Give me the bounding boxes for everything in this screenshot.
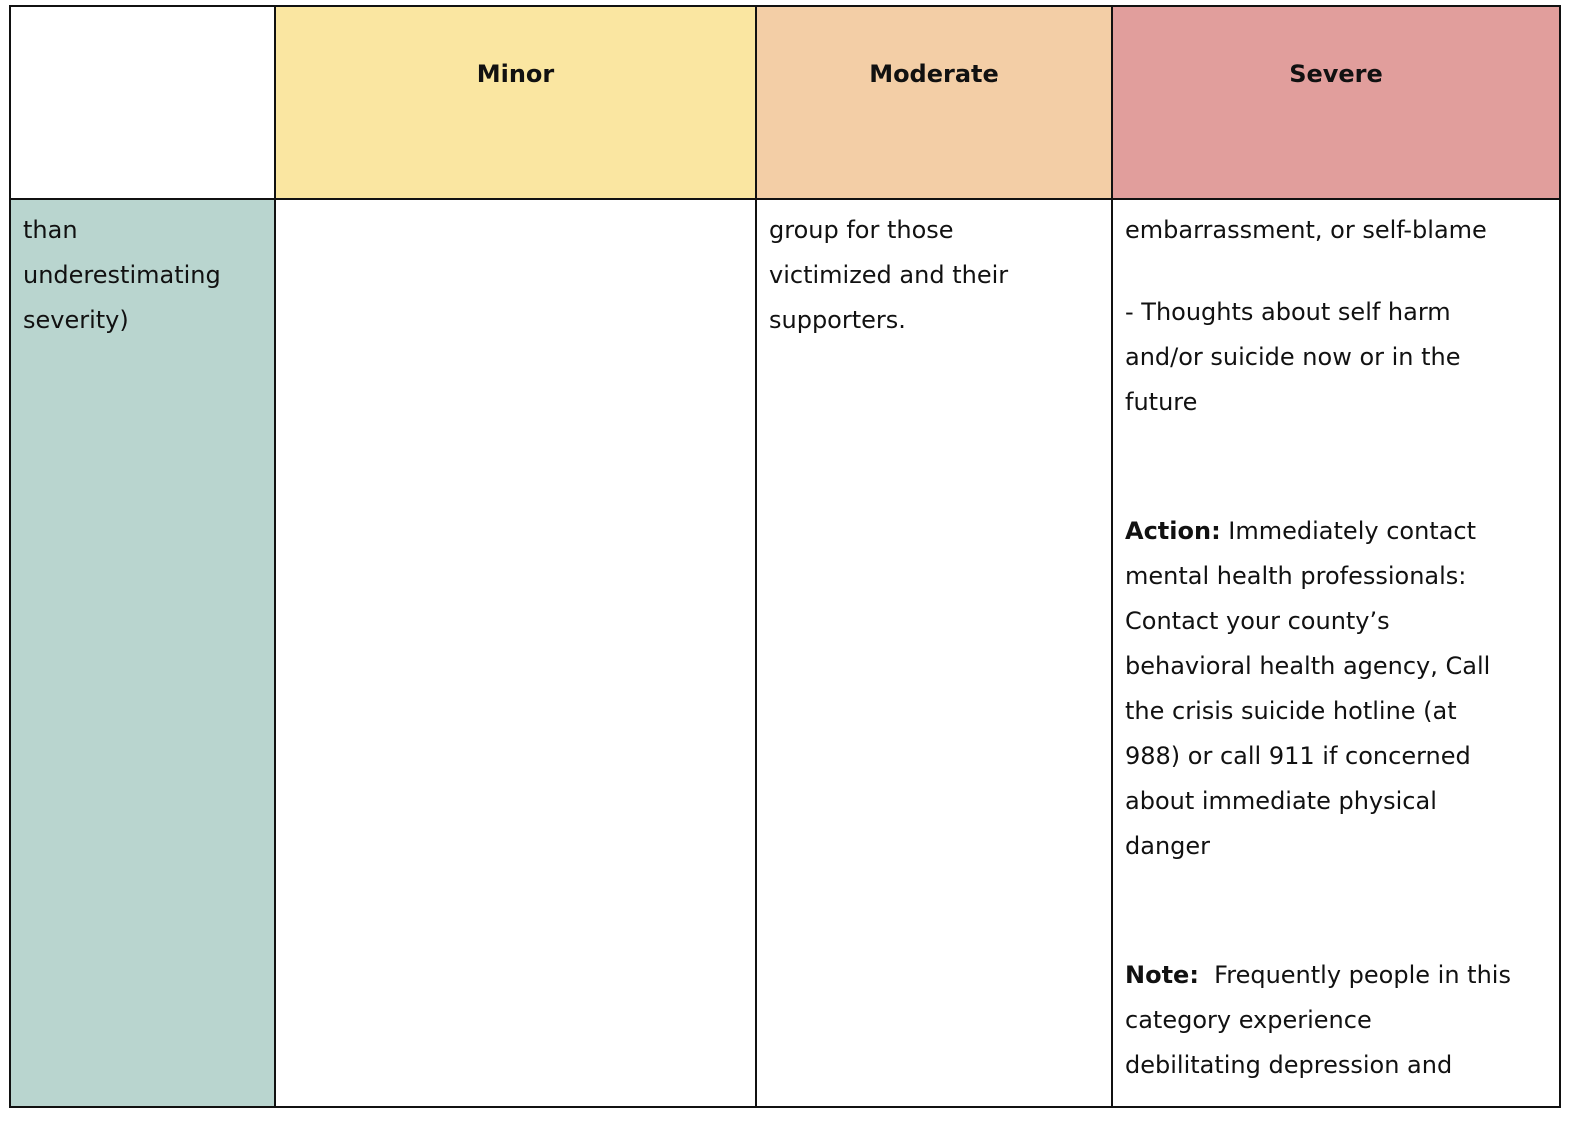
paragraph-spacer xyxy=(1125,425,1547,509)
action-line: Contact your county’s xyxy=(1125,607,1390,635)
action-text: Immediately contact xyxy=(1220,517,1476,545)
paragraph-spacer xyxy=(1125,253,1547,290)
minor-cell xyxy=(275,199,756,1107)
moderate-line: victimized and their xyxy=(769,261,1009,289)
action-line: danger xyxy=(1125,832,1211,860)
self-harm-line: future xyxy=(1125,388,1198,416)
moderate-header-cell xyxy=(756,6,1112,199)
action-label: Action: xyxy=(1125,517,1221,545)
self-harm-line: - Thoughts about self harm xyxy=(1125,298,1451,326)
moderate-header-label: Moderate xyxy=(869,59,999,88)
row-label-cell xyxy=(10,199,275,1107)
moderate-line: supporters. xyxy=(769,306,906,334)
row-label-line: underestimating xyxy=(23,261,221,289)
action-line: 988) or call 911 if concerned xyxy=(1125,742,1471,770)
note-line: debilitating depression and xyxy=(1125,1051,1453,1079)
severe-header-label: Severe xyxy=(1289,59,1383,88)
minor-header-cell xyxy=(275,6,756,199)
severity-table xyxy=(9,5,1561,1108)
header-row xyxy=(10,6,1560,199)
row-label-line: severity) xyxy=(23,306,129,334)
action-line: about immediate physical xyxy=(1125,787,1437,815)
row-label-line: than xyxy=(23,216,78,244)
paragraph-spacer xyxy=(1125,869,1547,953)
severe-cell xyxy=(1112,199,1560,1107)
moderate-line: group for those xyxy=(769,216,954,244)
table-row xyxy=(10,199,1560,1107)
moderate-cell xyxy=(756,199,1112,1107)
action-line: mental health professionals: xyxy=(1125,562,1467,590)
minor-header-label: Minor xyxy=(476,59,555,88)
symptom-line: embarrassment, or self-blame xyxy=(1125,216,1487,244)
note-label: Note: xyxy=(1125,961,1199,989)
note-first-line xyxy=(1125,953,1547,998)
action-first-line xyxy=(1125,509,1547,554)
note-line: category experience xyxy=(1125,1006,1372,1034)
self-harm-line: and/or suicide now or in the xyxy=(1125,343,1461,371)
severe-header-cell xyxy=(1112,6,1560,199)
blank-header-cell xyxy=(10,6,275,199)
action-line: the crisis suicide hotline (at xyxy=(1125,697,1457,725)
action-line: behavioral health agency, Call xyxy=(1125,652,1491,680)
note-text: Frequently people in this xyxy=(1198,961,1511,989)
